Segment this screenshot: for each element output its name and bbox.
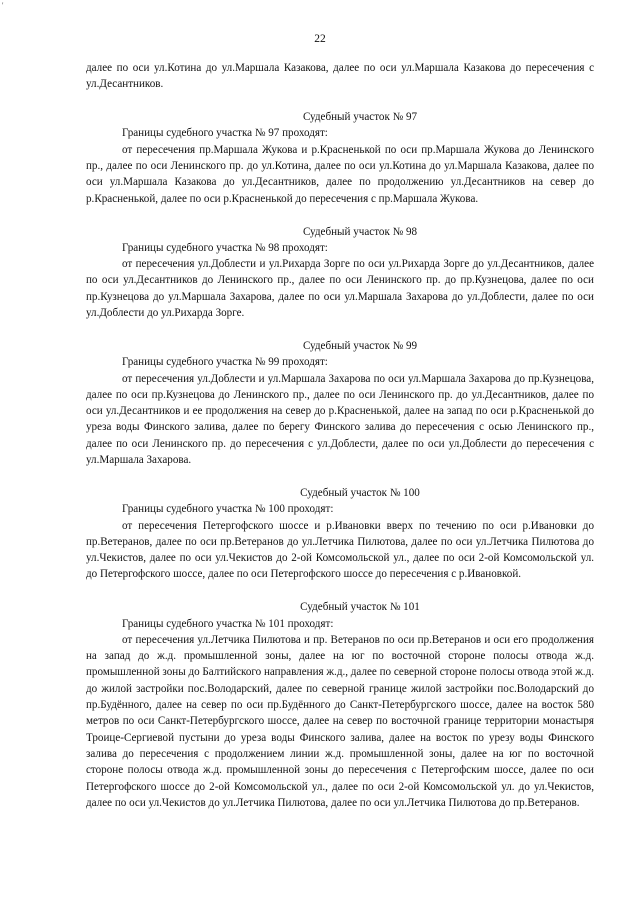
section-intro: Границы судебного участка № 98 проходят: (122, 241, 328, 254)
section-100 (86, 485, 594, 583)
scan-speck: ' (2, 1, 4, 10)
section-101 (86, 599, 594, 811)
section-body: от пересечения ул.Доблести и ул.Рихарда Зорге по оси ул.Рихарда Зорге до ул.Десантников, далее по оси ул.Десантников до Ленинского пр., далее по оси Ленинского пр. до пр.Кузнецова, далее по оси пр.Кузнецова до ул.Маршала Захарова, далее по оси ул.Маршала Захарова до ул.Доблести, далее по оси ул.Доблести до ул.Рихарда Зорге. (86, 258, 594, 320)
page-number: 22 (314, 33, 326, 45)
section-title: Судебный участок № 101 (300, 601, 420, 614)
section-body: от пересечения ул.Летчика Пилютова и пр. Ветеранов по оси пр.Ветеранов и оси его продолжения на запад до ж.д. промышленной зоны, далее на юг по восточной стороне полосы отвода ж.д. промышленной зоны до Балтийского направления ж.д., далее по северной стороне полосы отвода этой ж.д. до жилой застройки пос.Володарский, далее по северной границе жилой застройки пос.Володарский до пр.Будённого, далее на север по оси пр.Будённого до Санкт-Петербургского шоссе, далее на восток 580 метров по оси Санкт-Петербургского шоссе, далее на север по восточной границе территории монастыря Троице-Сергиевой пустыни до уреза воды Финского залива, далее на восток по урезу воды Финского залива до пересечения с продолжением линии ж.д. промышленной зоны, далее на юг по восточной стороне полосы отвода ж.д. промышленной зоны до пересечения с Петергофским шоссе, далее по оси Петергофского шоссе до 2-ой Комсомольской ул., далее по оси 2-ой Комсомольской ул. до ул.Чекистов, далее по оси ул.Чекистов до ул.Летчика Пилютова, далее по оси ул.Летчика Пилютова до пр.Ветеранов. (86, 633, 594, 809)
section-98 (86, 224, 594, 322)
section-intro: Границы судебного участка № 100 проходят: (122, 503, 334, 516)
section-title: Судебный участок № 97 (302, 111, 418, 124)
document-body (86, 60, 594, 811)
section-body: от пересечения Петергофского шоссе и р.Ивановки вверх по течению по оси р.Ивановки до пр.Ветеранов, далее по оси пр.Ветеранов до ул.Летчика Пилютова, далее по оси ул.Летчика Пилютова до ул.Чекистов, далее по оси ул.Чекистов до 2-ой Комсомольской ул., далее по оси 2-ой Комсомольской ул. до Петергофского шоссе, далее по оси Петергофского шоссе до пересечения с р.Ивановкой. (86, 519, 594, 581)
section-title: Судебный участок № 98 (302, 225, 418, 238)
section-title: Судебный участок № 100 (300, 486, 420, 499)
section-97 (86, 109, 594, 207)
section-title: Судебный участок № 99 (302, 339, 418, 352)
section-intro: Границы судебного участка № 101 проходят: (122, 617, 334, 630)
section-body: от пересечения пр.Маршала Жукова и р.Красненькой по оси пр.Маршала Жукова до Ленинского пр., далее по оси Ленинского пр. до ул.Котина, далее по оси ул.Котина до ул.Маршала Казакова, далее по оси ул.Маршала Казакова до ул.Десантников, далее по продолжению ул.Десантников на север до р.Красненькой, далее по оси р.Красненькой до пересечения с пр.Маршала Жукова. (86, 143, 594, 205)
section-intro: Границы судебного участка № 97 проходят: (122, 127, 328, 140)
section-99 (86, 338, 594, 468)
section-body: от пересечения ул.Доблести и ул.Маршала Захарова по оси ул.Маршала Захарова до пр.Кузнецова, далее по оси пр.Кузнецова до Ленинского пр., далее по оси Ленинского пр. до ул.Десантников, далее по оси ул.Десантников и ее продолжения на север до р.Красненькой, далее на запад по оси р.Красненькой до уреза воды Финского залива, далее по берегу Финского залива до пересечения с осью Ленинского пр., далее по оси Ленинского пр. до пересечения с ул.Доблести, далее по оси ул.Доблести до пересечения с ул.Маршала Захарова. (86, 372, 594, 467)
continuation-paragraph: далее по оси ул.Котина до ул.Маршала Казакова, далее по оси ул.Маршала Казакова до пересечения с ул.Десантников. (86, 62, 594, 91)
section-intro: Границы судебного участка № 99 проходят: (122, 356, 328, 369)
